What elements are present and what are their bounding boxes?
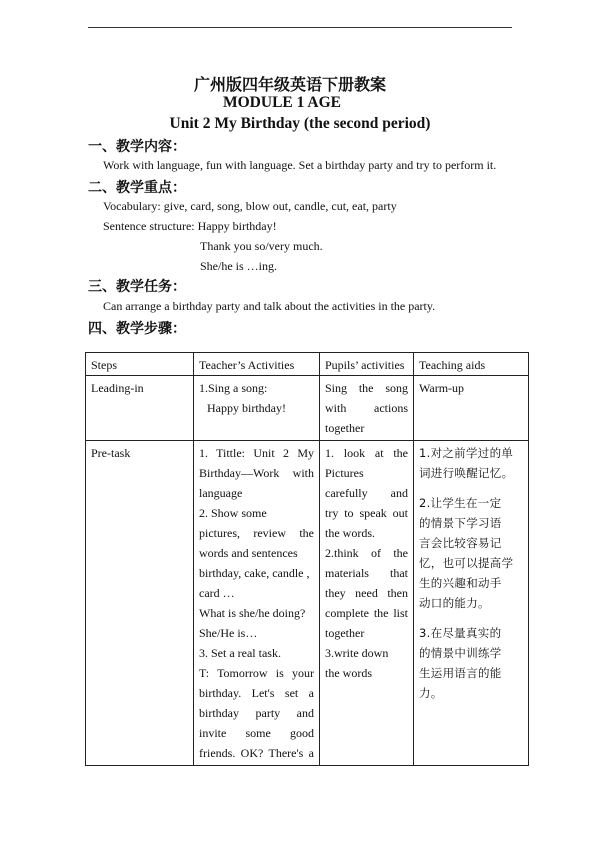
pupils-line: the words. — [325, 526, 375, 540]
teacher-line: Happy birthday! — [207, 401, 286, 415]
vocabulary-line: Vocabulary: give, card, song, blow out, candle, cut, eat, party — [103, 199, 397, 213]
teacher-line: pictures, review the — [199, 526, 314, 540]
teacher-line: 1.Sing a song: — [199, 381, 268, 395]
teacher-line: Birthday—Work with — [199, 466, 314, 480]
section-steps-heading: 四、教学步骤： — [88, 321, 186, 337]
aids-line: 1.对之前学过的单 — [419, 446, 514, 460]
pupils-line: materials that — [325, 566, 408, 580]
pupils-line: complete the list — [325, 606, 408, 620]
teaching-steps-table — [85, 352, 529, 766]
pupils-line: together — [325, 626, 365, 640]
pupils-line: the words — [325, 666, 372, 680]
teacher-line: card … — [199, 586, 235, 600]
structure-line-1: Sentence structure: Happy birthday! — [103, 219, 277, 233]
pupils-line: 2.think of the — [325, 546, 408, 560]
aids-line: 生的兴趣和动手 — [419, 576, 502, 590]
teacher-line: What is she/he doing? — [199, 606, 306, 620]
table-header-row — [86, 353, 529, 376]
teacher-line: words and sentences — [199, 546, 298, 560]
pupils-line: Sing the song — [325, 381, 408, 395]
pupils-line: 3.write down — [325, 646, 389, 660]
pupils-line: Pictures — [325, 466, 364, 480]
header-rule — [88, 27, 512, 28]
aids-line: 忆，也可以提高学 — [419, 556, 514, 570]
aids-line: 词进行唤醒记忆。 — [419, 466, 514, 480]
task-text: Can arrange a birthday party and talk about the activities in the party. — [103, 299, 436, 313]
pupils-line: try to speak out — [325, 506, 408, 520]
header-teaching-aids: Teaching aids — [414, 353, 529, 376]
step-cell: Leading-in — [86, 376, 194, 441]
section-content-heading: 一、教学内容： — [88, 139, 186, 155]
pupils-cell — [320, 376, 414, 441]
pupils-line: they need then — [325, 586, 408, 600]
teacher-line: language — [199, 486, 243, 500]
teacher-cell — [194, 441, 320, 766]
aids-cell — [414, 441, 529, 766]
section-focus-heading: 二、教学重点： — [88, 180, 186, 196]
pupils-line: carefully and — [325, 486, 408, 500]
pupils-cell — [320, 441, 414, 766]
aids-spacer — [419, 613, 523, 623]
aids-spacer — [419, 483, 523, 493]
teacher-line: 2. Show some — [199, 506, 267, 520]
aids-line: 的情景下学习语 — [419, 516, 502, 530]
teacher-cell — [194, 376, 320, 441]
teacher-line: friends. OK? There's a — [199, 746, 314, 760]
step-cell: Pre-task — [86, 441, 194, 766]
teacher-line: birthday, cake, candle , — [199, 566, 310, 580]
structure-line-3: She/he is …ing. — [200, 259, 277, 273]
aids-line: Warm-up — [419, 381, 465, 395]
header-steps: Steps — [86, 353, 194, 376]
aids-line: 动口的能力。 — [419, 596, 490, 610]
content-text: Work with language, fun with language. Set a birthday party and try to perform it. — [103, 158, 497, 172]
pupils-line: 1. look at the — [325, 446, 408, 460]
teacher-line: birthday party and — [199, 706, 314, 720]
teacher-line: birthday. Let's set a — [199, 686, 314, 700]
header-teacher-activities: Teacher’s Activities — [194, 353, 320, 376]
pupils-line: together — [325, 421, 365, 435]
teacher-line: 1. Tittle: Unit 2 My — [199, 446, 314, 460]
module-title: MODULE 1 AGE — [223, 94, 341, 111]
aids-line: 生运用语言的能 — [419, 666, 502, 680]
table-row — [86, 441, 529, 766]
section-task-heading: 三、教学任务： — [88, 279, 186, 295]
aids-line: 言会比较容易记 — [419, 536, 502, 550]
document-title-cn: 广州版四年级英语下册教案 — [193, 75, 386, 94]
aids-line: 力。 — [419, 686, 443, 700]
table-row — [86, 376, 529, 441]
pupils-line: with actions — [325, 401, 408, 415]
header-pupils-activities: Pupils’ activities — [320, 353, 414, 376]
structure-line-2: Thank you so/very much. — [200, 239, 323, 253]
aids-line: 的情景中训练学 — [419, 646, 502, 660]
unit-title: Unit 2 My Birthday (the second period) — [169, 115, 431, 132]
teacher-line: 3. Set a real task. — [199, 646, 281, 660]
aids-line: 3.在尽量真实的 — [419, 626, 502, 640]
teacher-line: T: Tomorrow is your — [199, 666, 314, 680]
teacher-line: She/He is… — [199, 626, 258, 640]
aids-line: 2.让学生在一定 — [419, 496, 502, 510]
aids-cell — [414, 376, 529, 441]
teacher-line: invite some good — [199, 726, 314, 740]
